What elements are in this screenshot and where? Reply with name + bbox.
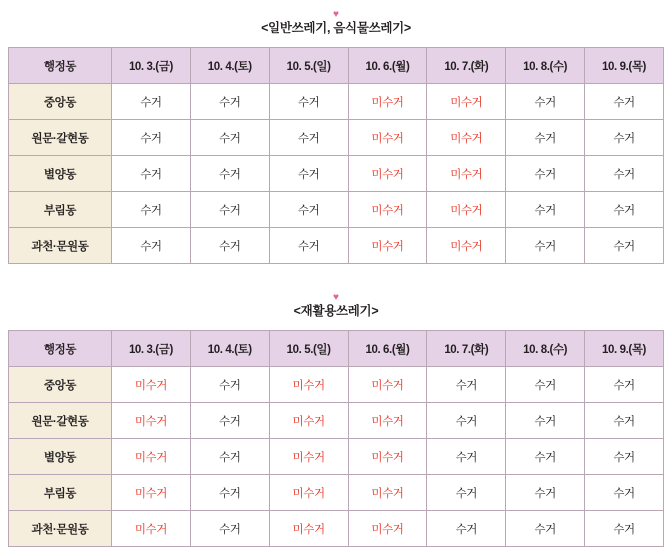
cell-status: 수거	[427, 367, 506, 403]
table-row	[9, 367, 664, 403]
cell-status: 수거	[506, 403, 585, 439]
column-header-date-1: 10. 3.(금)	[112, 331, 191, 367]
cell-status: 수거	[585, 511, 664, 547]
column-header-date-5: 10. 7.(화)	[427, 331, 506, 367]
table-row	[9, 228, 664, 264]
cell-status: 수거	[506, 367, 585, 403]
cell-status: 수거	[506, 156, 585, 192]
cell-status: 미수거	[112, 475, 191, 511]
cell-status: 수거	[269, 228, 348, 264]
column-header-date-3: 10. 5.(일)	[269, 331, 348, 367]
cell-status: 미수거	[427, 228, 506, 264]
table-row	[9, 439, 664, 475]
cell-status: 수거	[427, 511, 506, 547]
cell-status: 수거	[427, 475, 506, 511]
row-region-label: 부림동	[9, 475, 112, 511]
cell-status: 미수거	[348, 475, 427, 511]
cell-status: 수거	[269, 192, 348, 228]
row-region-label: 별양동	[9, 439, 112, 475]
table-header-general-waste	[9, 48, 664, 84]
cell-status: 미수거	[427, 84, 506, 120]
heart-icon: ♥	[333, 9, 339, 20]
column-header-date-2: 10. 4.(토)	[190, 331, 269, 367]
cell-status: 수거	[269, 156, 348, 192]
cell-status: 미수거	[269, 439, 348, 475]
row-region-label: 원문·갈현동	[9, 120, 112, 156]
cell-status: 수거	[427, 403, 506, 439]
cell-status: 수거	[585, 156, 664, 192]
row-region-label: 과천·문원동	[9, 511, 112, 547]
column-header-date-7: 10. 9.(목)	[585, 48, 664, 84]
table-row	[9, 84, 664, 120]
column-header-date-4: 10. 6.(월)	[348, 331, 427, 367]
cell-status: 미수거	[348, 156, 427, 192]
cell-status: 수거	[190, 367, 269, 403]
section-title-recyclable-waste: <재활용쓰레기>	[293, 304, 379, 318]
cell-status: 수거	[427, 439, 506, 475]
cell-status: 수거	[585, 84, 664, 120]
section-general-waste	[0, 0, 672, 264]
table-body-recyclable-waste	[9, 367, 664, 547]
cell-status: 미수거	[112, 367, 191, 403]
cell-status: 미수거	[112, 511, 191, 547]
column-header-date-3: 10. 5.(일)	[269, 48, 348, 84]
cell-status: 미수거	[427, 156, 506, 192]
cell-status: 수거	[190, 156, 269, 192]
column-header-date-5: 10. 7.(화)	[427, 48, 506, 84]
cell-status: 미수거	[348, 120, 427, 156]
table-body-general-waste	[9, 84, 664, 264]
cell-status: 수거	[112, 84, 191, 120]
cell-status: 수거	[506, 192, 585, 228]
section-title-general-waste: <일반쓰레기, 음식물쓰레기>	[261, 21, 411, 35]
cell-status: 미수거	[112, 403, 191, 439]
section-recyclable-waste	[0, 264, 672, 547]
heart-icon: ♥	[333, 292, 339, 303]
column-header-date-6: 10. 8.(수)	[506, 331, 585, 367]
table-header-recyclable-waste	[9, 331, 664, 367]
cell-status: 수거	[585, 192, 664, 228]
cell-status: 미수거	[112, 439, 191, 475]
cell-status: 수거	[506, 120, 585, 156]
cell-status: 수거	[190, 84, 269, 120]
row-region-label: 원문·갈현동	[9, 403, 112, 439]
cell-status: 수거	[506, 511, 585, 547]
table-row	[9, 403, 664, 439]
cell-status: 수거	[112, 156, 191, 192]
cell-status: 수거	[506, 84, 585, 120]
cell-status: 수거	[585, 403, 664, 439]
row-region-label: 중앙동	[9, 367, 112, 403]
table-header-row	[9, 331, 664, 367]
cell-status: 수거	[585, 475, 664, 511]
row-region-label: 부림동	[9, 192, 112, 228]
table-row	[9, 192, 664, 228]
cell-status: 수거	[506, 439, 585, 475]
cell-status: 미수거	[269, 511, 348, 547]
row-region-label: 별양동	[9, 156, 112, 192]
cell-status: 수거	[112, 120, 191, 156]
column-header-date-2: 10. 4.(토)	[190, 48, 269, 84]
table-row	[9, 511, 664, 547]
column-header-date-1: 10. 3.(금)	[112, 48, 191, 84]
cell-status: 수거	[190, 475, 269, 511]
cell-status: 미수거	[269, 367, 348, 403]
column-header-date-4: 10. 6.(월)	[348, 48, 427, 84]
cell-status: 미수거	[348, 367, 427, 403]
column-header-region: 행정동	[9, 48, 112, 84]
row-region-label: 과천·문원동	[9, 228, 112, 264]
cell-status: 수거	[585, 120, 664, 156]
row-region-label: 중앙동	[9, 84, 112, 120]
cell-status: 미수거	[427, 120, 506, 156]
cell-status: 수거	[190, 403, 269, 439]
cell-status: 수거	[506, 228, 585, 264]
cell-status: 미수거	[348, 84, 427, 120]
table-row	[9, 120, 664, 156]
cell-status: 수거	[190, 511, 269, 547]
table-row	[9, 475, 664, 511]
cell-status: 미수거	[269, 403, 348, 439]
cell-status: 수거	[506, 475, 585, 511]
column-header-date-6: 10. 8.(수)	[506, 48, 585, 84]
table-header-row	[9, 48, 664, 84]
cell-status: 미수거	[348, 511, 427, 547]
cell-status: 수거	[585, 367, 664, 403]
table-row	[9, 156, 664, 192]
cell-status: 수거	[112, 228, 191, 264]
cell-status: 미수거	[348, 228, 427, 264]
cell-status: 수거	[190, 192, 269, 228]
cell-status: 수거	[269, 84, 348, 120]
cell-status: 수거	[269, 120, 348, 156]
cell-status: 수거	[190, 120, 269, 156]
column-header-region: 행정동	[9, 331, 112, 367]
cell-status: 수거	[190, 439, 269, 475]
schedule-table-general-waste	[8, 47, 664, 264]
cell-status: 수거	[112, 192, 191, 228]
cell-status: 수거	[585, 439, 664, 475]
cell-status: 미수거	[269, 475, 348, 511]
cell-status: 미수거	[348, 403, 427, 439]
cell-status: 미수거	[348, 439, 427, 475]
schedule-table-recyclable-waste	[8, 330, 664, 547]
cell-status: 수거	[585, 228, 664, 264]
column-header-date-7: 10. 9.(목)	[585, 331, 664, 367]
cell-status: 미수거	[348, 192, 427, 228]
cell-status: 수거	[190, 228, 269, 264]
cell-status: 미수거	[427, 192, 506, 228]
